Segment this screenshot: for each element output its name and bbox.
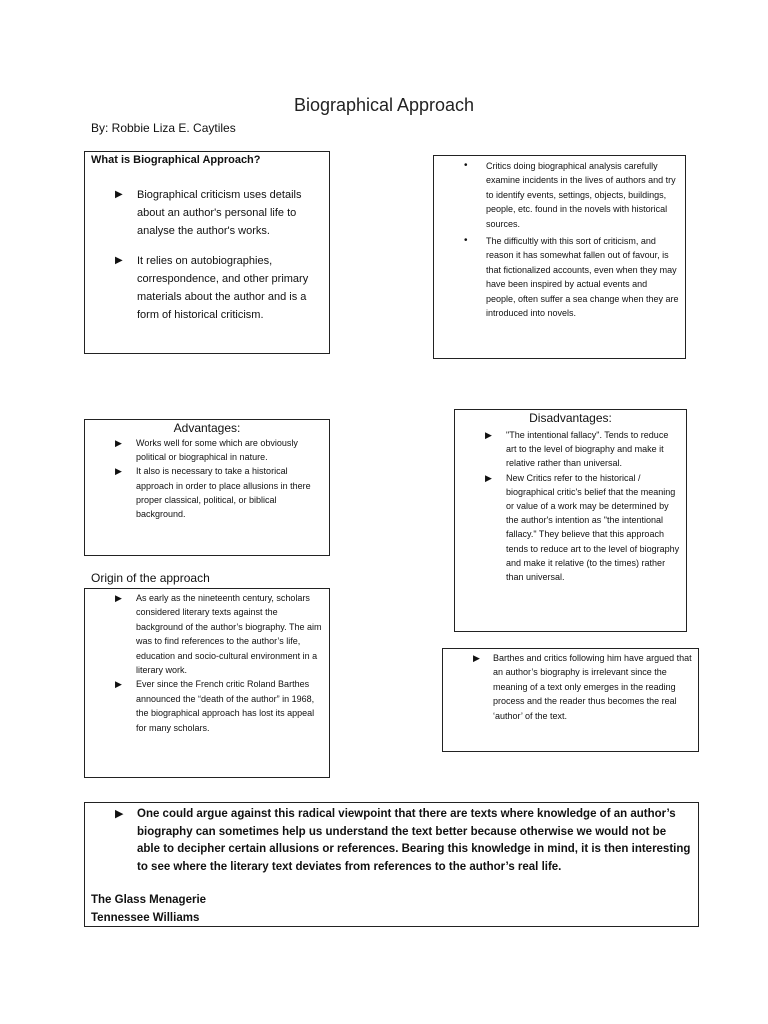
conclusion-list — [91, 806, 692, 876]
list-item-text: New Critics refer to the historical / biographical critic's belief that the meaning or value of a work may be determined by the author's intention as "the intentional fallacy." They believe that this approach tends to reduce art to the level of biography and make it relative (to the times) rather than universal. — [506, 472, 680, 583]
list-item-text: The difficultly with this sort of criticism, and reason it has somewhat fallen out of favour, is that fictionalized accounts, even when they may have been inspired by actual events and people, often suffer a sea change when they are introduced into novels. — [486, 236, 679, 319]
disadvantages-list — [461, 428, 680, 584]
origin-list — [91, 591, 323, 735]
list-item — [91, 677, 323, 735]
list-item — [91, 806, 692, 876]
list-item-text: Barthes and critics following him have argued that an author’s biography is irrelevant since the meaning of a text only emerges in the reading process and the reader thus becomes the real ‘author’ of the text. — [493, 653, 692, 721]
list-item — [91, 186, 323, 240]
arrow-bullet-icon: ▶ — [115, 593, 122, 603]
bullet-icon: • — [464, 160, 468, 171]
what-is-heading: What is Biographical Approach? — [91, 154, 261, 166]
list-item — [442, 234, 679, 320]
list-item-text: Critics doing biographical analysis carefully examine incidents in the lives of authors and try to identify events, settings, objects, buildings, people, etc. found in the novels with historical sources. — [486, 161, 676, 229]
what-is-list — [91, 186, 323, 324]
list-item — [91, 591, 323, 677]
origin-heading: Origin of the approach — [91, 571, 210, 585]
bullet-icon: • — [464, 235, 468, 247]
critics-box — [433, 155, 686, 359]
page-title: Biographical Approach — [293, 95, 475, 115]
arrow-bullet-icon: ▶ — [485, 430, 492, 440]
disadvantages-heading: Disadvantages: — [529, 411, 612, 425]
arrow-bullet-icon: ▶ — [115, 189, 123, 200]
list-item — [91, 464, 323, 521]
arrow-bullet-icon: ▶ — [473, 653, 480, 663]
what-is-box — [84, 151, 330, 354]
list-item-text: Works well for some which are obviously political or biographical in nature. — [136, 438, 298, 463]
list-item — [461, 428, 680, 471]
arrow-bullet-icon: ▶ — [115, 438, 122, 448]
arrow-bullet-icon: ▶ — [115, 808, 124, 820]
work-title: The Glass Menagerie — [91, 894, 207, 906]
list-item-text: "The intentional fallacy". Tends to reduce art to the level of biography and make it relative rather than universal. — [506, 430, 669, 469]
list-item — [91, 252, 323, 324]
arrow-bullet-icon: ▶ — [485, 472, 492, 483]
list-item-text: One could argue against this radical viewpoint that there are texts where knowledge of an author’s biography can sometimes help us understand the text better because otherwise we would not be able to decipher certain allusions or references. Bearing this knowledge in mind, it is then interesting to see where the literary text deviates from references to the author’s real life. — [137, 808, 691, 873]
disadvantages-box — [454, 409, 687, 632]
barthes-list — [449, 651, 692, 723]
arrow-bullet-icon: ▶ — [115, 255, 123, 266]
arrow-bullet-icon: ▶ — [115, 466, 122, 477]
advantages-box — [84, 419, 330, 556]
advantages-heading: Advantages: — [173, 421, 241, 435]
list-item-text: As early as the nineteenth century, scholars considered literary texts against the background of the author’s biography. The aim was to find references to the author’s life, education and socio-cultural environment in a literary work. — [136, 593, 322, 676]
barthes-box — [442, 648, 699, 752]
work-author: Tennessee Williams — [91, 911, 200, 924]
list-item-text: It also is necessary to take a historical approach in order to place allusions in there proper classical, political, or biblical background. — [136, 466, 311, 520]
origin-box — [84, 588, 330, 778]
advantages-list — [91, 436, 323, 521]
list-item-text: It relies on autobiographies, correspondence, and other primary materials about the author and is a form of historical criticism. — [137, 255, 309, 321]
critics-list — [442, 159, 679, 320]
author-byline: By: Robbie Liza E. Caytiles — [91, 121, 236, 135]
arrow-bullet-icon: ▶ — [115, 679, 122, 690]
list-item-text: Biographical criticism uses details about an author's personal life to analyse the author's works. — [137, 189, 302, 237]
conclusion-box — [84, 802, 699, 927]
list-item — [442, 159, 679, 231]
list-item — [461, 471, 680, 585]
list-item — [449, 651, 692, 723]
list-item-text: Ever since the French critic Roland Barthes announced the “death of the author” in 1968, the biographical approach has lost its appeal for many scholars. — [136, 679, 315, 733]
list-item — [91, 436, 323, 464]
